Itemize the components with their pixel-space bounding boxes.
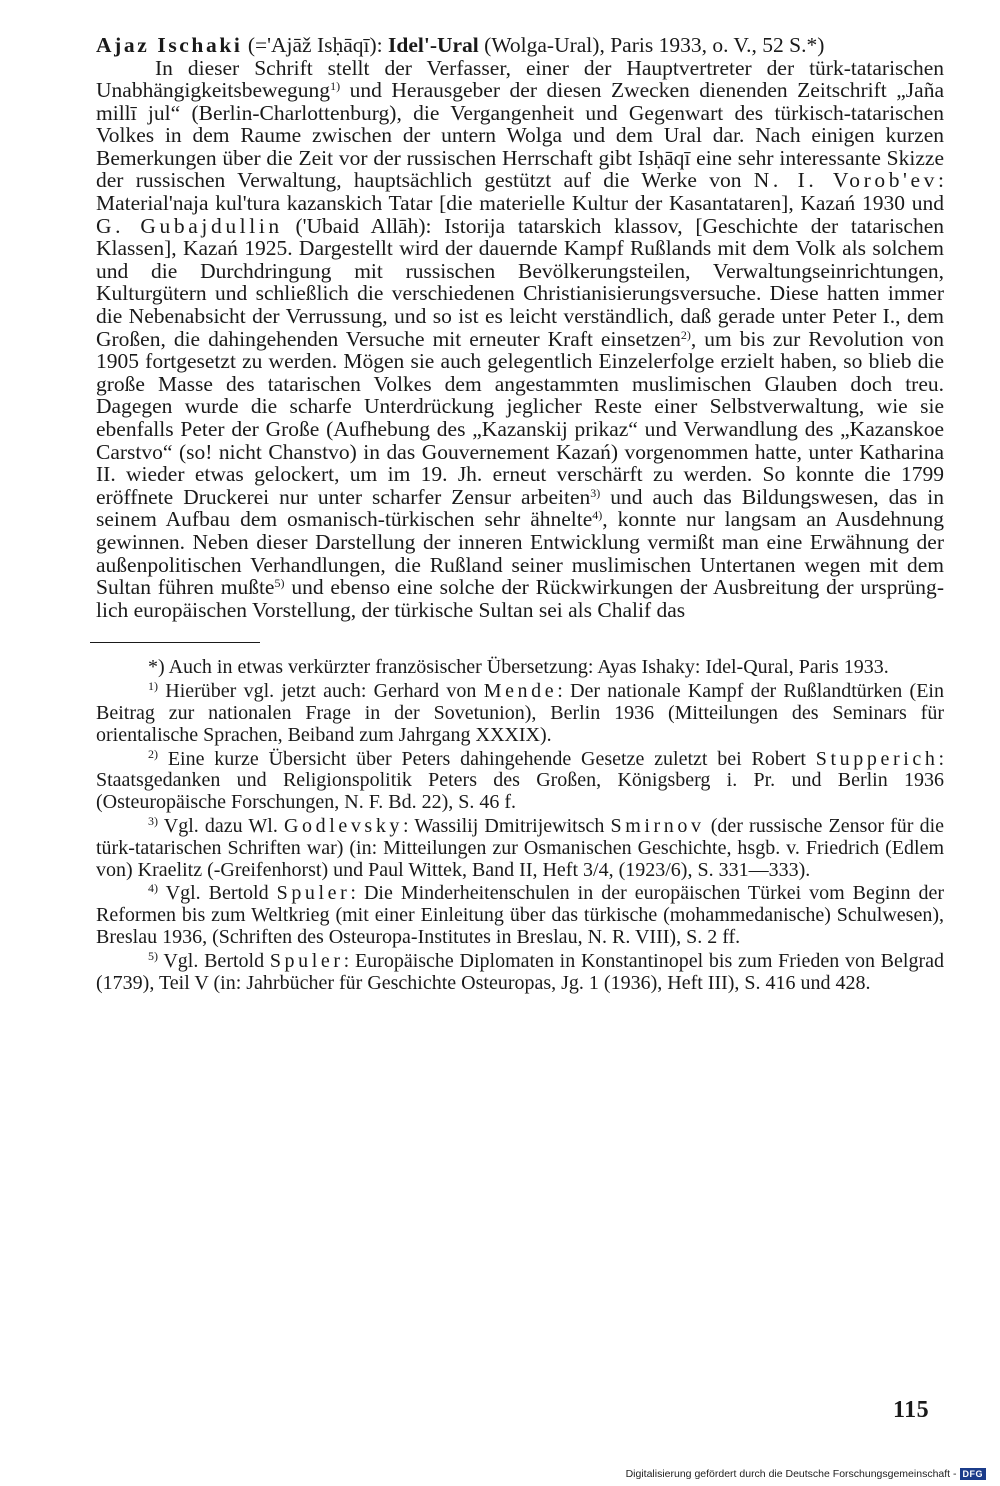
cited-author-vorobev: N. I. Vorob'ev xyxy=(753,168,939,193)
footnote-text: : Die Minderheitenschulen in der europäischen Türkei vom Beginn der Reformen bis zum Weltkrieg (mit einer Einleitung über das türkische (mohammedanische) Schulwesen), Breslau 1936, (Schriften des Osteuropa-Institutes in Breslau, N. R. VIII), S. 2 ff. xyxy=(96,882,944,948)
footnote-1 xyxy=(96,681,944,746)
footnote-ref-3: 3) xyxy=(590,485,601,500)
footnote-mark: 3) xyxy=(148,813,158,828)
dfg-logo-icon: DFG xyxy=(960,1468,987,1480)
footnote-text: : Europäische Diplomaten in Konstantinopel bis zum Frieden von Belgrad (1739), Teil V (in: Jahrbücher für Geschichte Osteuropas, Jg. 1 (1936), Heft III), S. 416 und 428. xyxy=(96,949,944,994)
footnote-ref-1: 1) xyxy=(330,79,341,94)
footnote-text: Vgl. Bertold xyxy=(158,949,270,972)
text-run: und ebenso eine solche der Rückwirkungen der Ausbreitung der ursprünglich europäischen Vorstellung, der türkische Sultan sei als Chalif das xyxy=(96,575,944,622)
bibliographic-heading xyxy=(96,34,944,57)
footnote-mark: 2) xyxy=(148,746,158,761)
footnote-ref-2: 2) xyxy=(680,327,691,342)
footnote-text: Eine kurze Übersicht über Peters dahingehende Gesetze zuletzt bei Robert xyxy=(158,747,816,770)
author-transliteration: (='Ajāž Isḥāqī): xyxy=(242,33,389,57)
footnote-mark: 4) xyxy=(148,881,158,896)
footnote-author: Godlevsky xyxy=(283,814,404,837)
footnote-5 xyxy=(96,948,944,995)
footnote-mark: 1) xyxy=(148,679,158,694)
footnote-text: : Der nationale Kampf der Rußlandtürken (Ein Beitrag zur nationalen Frage in der Sovetunion), Berlin 1936 (Mitteilungen des Seminars für orientalische Sprachen, Beiband zum Jahrgang XXXIX). xyxy=(96,680,944,746)
footnote-text: (der russische Zensor für die türk-tatarischen Schriften war) (in: Mitteilungen zur Osmanischen Geschichte, hsgb. v. Friedrich (Edlem von) Kraelitz (-Greifenhorst) und Paul Wittek, Band II, Heft 3/4, (1923/6), S. 331—333). xyxy=(96,814,945,881)
footnote-author: Smirnov xyxy=(610,814,705,837)
footnote-text: Hierüber vgl. jetzt auch: Gerhard von xyxy=(158,680,484,703)
footnote-mark: 5) xyxy=(148,948,158,963)
footnote-star xyxy=(96,657,944,679)
footnote-author: Spuler xyxy=(276,882,351,905)
footnote-author: Stupperich xyxy=(815,747,939,770)
footnote-text: : Staatsgedanken und Religionspolitik Peters des Großen, Königsberg i. Pr. und Berlin 1936 (Osteuropäische Forschungen, N. F. Bd. 22), S. 46 f. xyxy=(96,747,944,814)
footnote-ref-4: 4) xyxy=(592,508,603,523)
text-run: , konnte nur langsam an Ausdehnung gewinnen. Neben dieser Darstellung der inneren Entwicklung vermißt man eine Erwähnung der außenpolitischen Verhandlungen, die Rußland seiner muslimischen Untertanen wegen mit dem Sultan führen mußte xyxy=(96,507,944,600)
digitization-credit xyxy=(626,1468,986,1480)
footnote-mark: *) xyxy=(148,656,165,679)
footnote-2 xyxy=(96,746,944,814)
footnote-divider xyxy=(90,642,260,643)
text-run: ('Ubaid Allāh): Istorija tatarskich klassov, [Geschichte der tatarischen Klassen], Kazań 1925. Dargestellt wird der dauernde Kampf Rußlands mit dem Volk als solchem und die Durchdringung mit russischen Bevölkerungsteilen, Verwaltungseinrichtungen, Kulturgütern und schließlich die verschiedenen Christianisierungsversuche. Diese hatten immer die Nebenabsicht der Verrussung, und so ist es leicht verständlich, daß gerade unter Peter I., dem Großen, die dahingehenden Versuche mit erneuter Kraft einsetzen xyxy=(96,213,945,351)
footnote-text: Vgl. dazu Wl. xyxy=(158,814,284,837)
page-content xyxy=(96,34,944,994)
text-run: und Herausgeber der diesen Zwecken dienenden Zeitschrift „Jaña millī jul“ (Berlin-Charlottenburg), die Vergangenheit und Gegenwart des türkisch-tatarischen Volkes in dem Raume zwischen der untern Wolga und dem Ural dar. Nach einigen kurzen Bemerkungen über die Zeit vor der russischen Herrschaft gibt Isḥāqī eine sehr interessante Skizze der russischen Verwaltung, hauptsächlich gestützt auf die Werke von xyxy=(96,78,944,193)
footnote-3 xyxy=(96,813,945,881)
cited-author-gubajdullin: G. Gubajdullin xyxy=(96,213,283,238)
footnote-text: : Wassilij Dmitrijewitsch xyxy=(403,814,611,837)
footnote-text: Vgl. Bertold xyxy=(158,882,277,905)
book-title: Idel'-Ural xyxy=(388,33,479,57)
text-run: und auch das Bildungswesen, das in seinem Aufbau dem osmanisch-türkischen sehr ähnelte xyxy=(96,484,944,532)
book-details: (Wolga-Ural), Paris 1933, o. V., 52 S.*) xyxy=(478,33,825,57)
footnote-author: Mende xyxy=(483,680,558,703)
text-run: In dieser Schrift stellt der Verfasser, einer der Hauptvertreter der türk-tatarischen Unabhängigkeitsbewegung xyxy=(96,55,944,103)
book-author: Ajaz Ischaki xyxy=(96,33,243,57)
footnote-text: Auch in etwas verkürzter französischer Übersetzung: Ayas Ishaky: Idel-Qural, Paris 1933. xyxy=(164,656,889,679)
text-run: : Material'naja kul'tura kazanskich Tatar [die materielle Kultur der Kasantataren], Kazań 1930 und xyxy=(96,168,944,216)
footnote-ref-5: 5) xyxy=(274,576,285,591)
footnote-author: Spuler xyxy=(269,949,344,972)
page-number: 115 xyxy=(893,1397,930,1423)
footnotes xyxy=(96,657,944,994)
review-paragraph xyxy=(96,57,944,622)
credit-text: Digitalisierung gefördert durch die Deutsche Forschungsgemeinschaft - xyxy=(625,1468,957,1480)
text-run: , um bis zur Revolution von 1905 fortgesetzt zu werden. Mögen sie auch gelegentlich Einzelerfolge erzielt haben, so blieb die große Masse des tatarischen Volkes dem angestammten muslimischen Glauben doch treu. Dagegen wurde die scharfe Unterdrückung jeglicher Reste einer Selbstverwaltung, wie sie ebenfalls Peter der Große (Aufhebung des „Kazanskij prikaz“ und Verwandlung des „Kazanskoe Carstvo“ (so! nicht Chanstvo) in das Gouvernement Kazań) vorgenommen hatte, unter Katharina II. wieder etwas gelockert, um im 19. Jh. erneut verschärft zu werden. So konnte die 1799 eröffnete Druckerei nur unter scharfer Zensur arbeiten xyxy=(96,326,944,509)
footnote-4 xyxy=(96,883,944,948)
